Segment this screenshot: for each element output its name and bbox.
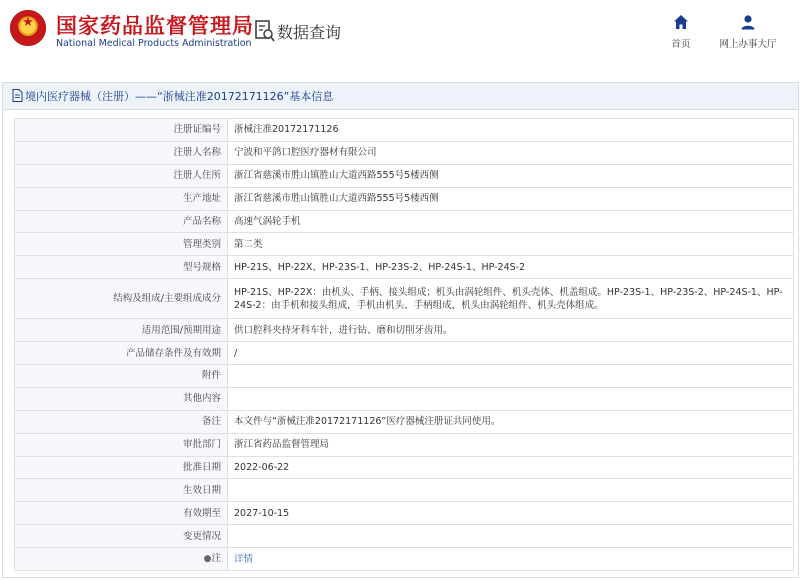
row-value — [228, 548, 794, 571]
note-label: 注 — [211, 553, 221, 565]
table-row — [15, 433, 794, 456]
user-icon — [740, 14, 756, 30]
detail-table — [14, 118, 794, 571]
table-row — [15, 387, 794, 410]
nav-service-hall[interactable] — [716, 14, 780, 50]
table-row — [15, 164, 794, 187]
table-row — [15, 365, 794, 388]
table-row — [15, 210, 794, 233]
row-value: 浙械注准20172171126 — [228, 119, 794, 142]
row-value: 第二类 — [228, 233, 794, 256]
table-row — [15, 141, 794, 164]
row-value — [228, 365, 794, 388]
table-row — [15, 187, 794, 210]
row-value — [228, 387, 794, 410]
row-value: 宁波和平鸽口腔医疗器材有限公司 — [228, 141, 794, 164]
row-label: 备注 — [15, 410, 228, 433]
table-row — [15, 233, 794, 256]
data-search-icon — [255, 20, 275, 42]
details-link[interactable]: 详情 — [234, 553, 254, 565]
row-value: 浙江省慈溪市胜山镇胜山大道西路555号5楼西侧 — [228, 164, 794, 187]
row-value — [228, 479, 794, 502]
row-label: 注册证编号 — [15, 119, 228, 142]
row-value — [228, 525, 794, 548]
table-row — [15, 502, 794, 525]
row-value: 浙江省慈溪市胜山镇胜山大道西路555号5楼西侧 — [228, 187, 794, 210]
org-name-en[interactable]: National Medical Products Administration — [56, 38, 252, 49]
row-value: / — [228, 342, 794, 365]
table-row — [15, 525, 794, 548]
table-row — [15, 456, 794, 479]
row-label-note — [15, 548, 228, 571]
document-icon — [12, 89, 23, 102]
row-label: 其他内容 — [15, 387, 228, 410]
row-label: 管理类别 — [15, 233, 228, 256]
table-row — [15, 119, 794, 142]
row-value: 2027-10-15 — [228, 502, 794, 525]
row-value: 2022-06-22 — [228, 456, 794, 479]
row-value: 浙江省药品监督管理局 — [228, 433, 794, 456]
home-icon — [673, 14, 689, 30]
row-label: 适用范围/预期用途 — [15, 319, 228, 342]
row-label: 产品储存条件及有效期 — [15, 342, 228, 365]
nav-home-label: 首页 — [671, 39, 691, 50]
row-value: HP-21S、HP-22X、HP-23S-1、HP-23S-2、HP-24S-1、HP-24S-2 — [228, 256, 794, 279]
row-label: 注册人名称 — [15, 141, 228, 164]
row-label: 结构及组成/主要组成成分 — [15, 279, 228, 319]
nav-service-hall-label: 网上办事大厅 — [719, 39, 777, 50]
row-value: 本文件与“浙械注准20172171126”医疗器械注册证共同使用。 — [228, 410, 794, 433]
pin-icon: ● — [203, 554, 212, 565]
row-label: 生产地址 — [15, 187, 228, 210]
row-value: 供口腔科夹持牙科车针，进行钻、磨和切削牙齿用。 — [228, 319, 794, 342]
table-row — [15, 410, 794, 433]
row-label: 有效期至 — [15, 502, 228, 525]
table-row — [15, 342, 794, 365]
row-label: 型号规格 — [15, 256, 228, 279]
table-row — [15, 319, 794, 342]
panel-title: 境内医疗器械（注册）——“浙械注准20172171126”基本信息 — [25, 90, 334, 103]
row-label: 生效日期 — [15, 479, 228, 502]
table-row — [15, 548, 794, 571]
detail-panel — [2, 82, 799, 578]
org-name-cn[interactable]: 国家药品监督管理局 — [56, 14, 254, 38]
site-header — [0, 0, 803, 66]
row-label: 产品名称 — [15, 210, 228, 233]
data-search-title: 数据查询 — [277, 23, 342, 42]
row-label: 变更情况 — [15, 525, 228, 548]
row-value: 高速气涡轮手机 — [228, 210, 794, 233]
row-label: 批准日期 — [15, 456, 228, 479]
panel-header — [3, 83, 798, 110]
row-value: HP-21S、HP-22X：由机头、手柄、接头组成；机头由涡轮组件、机头壳体、机盖组成。HP-23S-1、HP-23S-2、HP-24S-1、HP-24S-2：由手机和接头组成，手机由机头、手柄组成，机头由涡轮组件、机头壳体组成。 — [228, 279, 794, 319]
table-row — [15, 256, 794, 279]
nav-home[interactable] — [664, 14, 698, 50]
table-row — [15, 279, 794, 319]
table-row — [15, 479, 794, 502]
row-label: 审批部门 — [15, 433, 228, 456]
row-label: 附件 — [15, 365, 228, 388]
row-label: 注册人住所 — [15, 164, 228, 187]
national-emblem-icon: ★ — [10, 10, 46, 46]
